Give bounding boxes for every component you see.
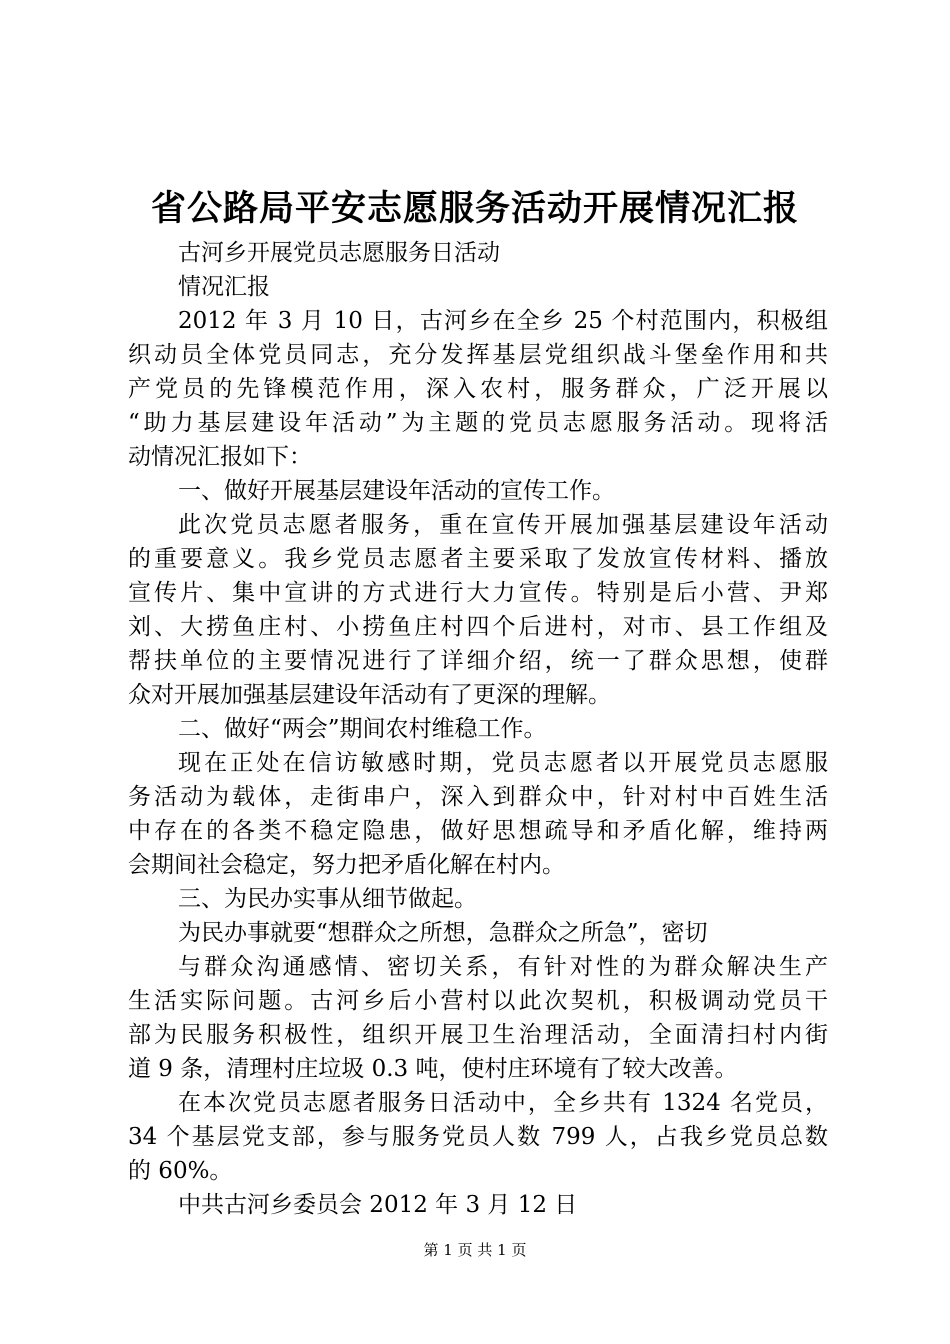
page-footer: 第 1 页 共 1 页 bbox=[423, 1241, 527, 1259]
paragraph-line: 的 60%。 bbox=[128, 1158, 233, 1184]
paragraph-line: 帮扶单位的主要情况进行了详细介绍，统一了群众思想，使群 bbox=[128, 648, 828, 674]
paragraph-line: 动情况汇报如下： bbox=[128, 444, 312, 470]
section-heading: 三、为民办实事从细节做起。 bbox=[178, 886, 477, 912]
subtitle-line: 情况汇报 bbox=[178, 274, 270, 300]
paragraph-line: 中存在的各类不稳定隐患，做好思想疏导和矛盾化解，维持两 bbox=[128, 818, 828, 844]
paragraph-line: 部为民服务积极性，组织开展卫生治理活动，全面清扫村内街 bbox=[128, 1022, 828, 1048]
document-title: 省公路局平安志愿服务活动开展情况汇报 bbox=[150, 188, 799, 229]
paragraph-line: 为民办事就要“想群众之所想，急群众之所急”，密切 bbox=[178, 920, 708, 946]
paragraph-line: 在本次党员志愿者服务日活动中，全乡共有 1324 名党员， bbox=[178, 1090, 828, 1116]
paragraph-line: 务活动为载体，走街串户，深入到群众中，针对村中百姓生活 bbox=[128, 784, 828, 810]
signature-line: 中共古河乡委员会 2012 年 3 月 12 日 bbox=[178, 1192, 578, 1218]
paragraph-line: 宣传片、集中宣讲的方式进行大力宣传。特别是后小营、尹郑 bbox=[128, 580, 828, 606]
section-heading: 一、做好开展基层建设年活动的宣传工作。 bbox=[178, 478, 615, 504]
paragraph-line: 织动员全体党员同志，充分发挥基层党组织战斗堡垒作用和共 bbox=[128, 342, 828, 368]
paragraph-line: 2012 年 3 月 10 日，古河乡在全乡 25 个村范围内，积极组 bbox=[178, 308, 828, 334]
paragraph-line: 众对开展加强基层建设年活动有了更深的理解。 bbox=[128, 682, 611, 708]
section-heading: 二、做好“两会”期间农村维稳工作。 bbox=[178, 716, 547, 742]
paragraph-line: 道 9 条，清理村庄垃圾 0.3 吨，使村庄环境有了较大改善。 bbox=[128, 1056, 738, 1082]
paragraph-line: 34 个基层党支部，参与服务党员人数 799 人，占我乡党员总数 bbox=[128, 1124, 828, 1150]
paragraph-line: 的重要意义。我乡党员志愿者主要采取了发放宣传材料、播放 bbox=[128, 546, 828, 572]
paragraph-line: “助力基层建设年活动”为主题的党员志愿服务活动。现将活 bbox=[128, 410, 828, 436]
subtitle-line: 古河乡开展党员志愿服务日活动 bbox=[178, 240, 500, 266]
paragraph-line: 生活实际问题。古河乡后小营村以此次契机，积极调动党员干 bbox=[128, 988, 828, 1014]
paragraph-line: 此次党员志愿者服务，重在宣传开展加强基层建设年活动 bbox=[178, 512, 828, 538]
paragraph-line: 现在正处在信访敏感时期，党员志愿者以开展党员志愿服 bbox=[178, 750, 828, 776]
paragraph-line: 会期间社会稳定，努力把矛盾化解在村内。 bbox=[128, 852, 565, 878]
paragraph-line: 刘、大捞鱼庄村、小捞鱼庄村四个后进村，对市、县工作组及 bbox=[128, 614, 828, 640]
paragraph-line: 与群众沟通感情、密切关系，有针对性的为群众解决生产 bbox=[178, 954, 828, 980]
paragraph-line: 产党员的先锋模范作用，深入农村，服务群众，广泛开展以 bbox=[128, 376, 828, 402]
document-body bbox=[128, 236, 828, 1222]
